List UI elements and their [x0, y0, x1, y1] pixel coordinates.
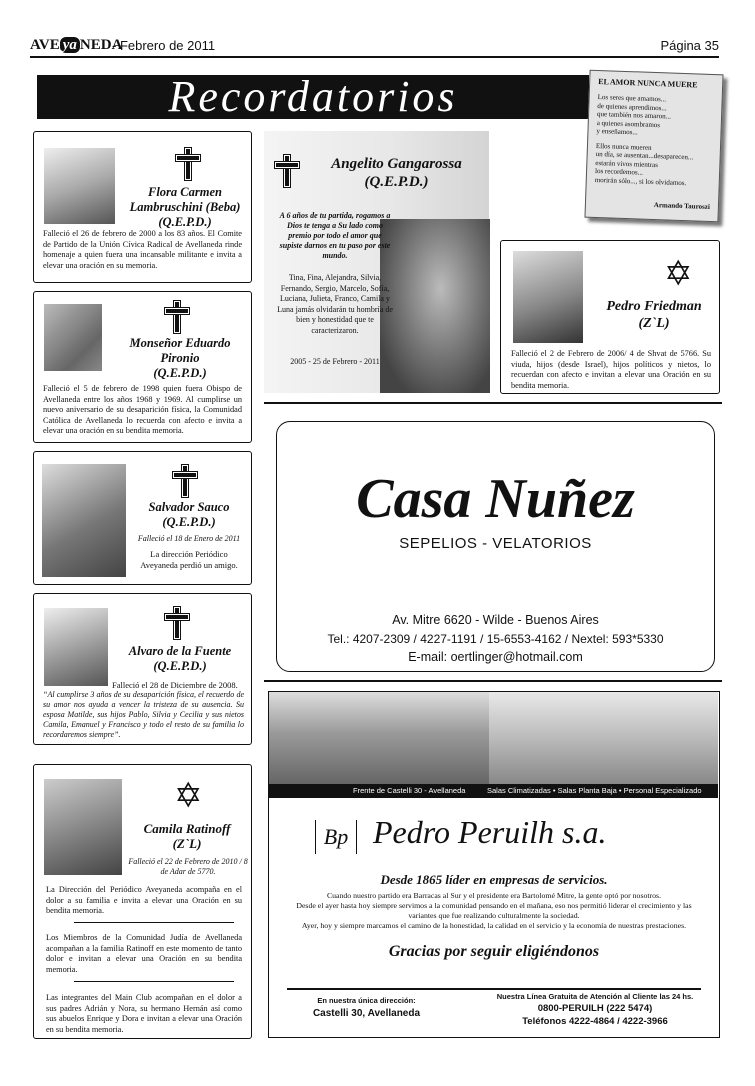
notice-text: “Al cumplirse 3 años de su desaparición física, el recuerdo de su amor nos ayuda a vencer la tristeza de su ausencia. Su esposa Matilde, sus hijos Pablo, Silvia y Cecilia y sus nietos Camila, Emanuel y Francisco y todo el resto de su familia lo recordaremos siempre”.: [43, 690, 244, 739]
notice-date: Falleció el 22 de Febrero de 2010 / 8 de Adar de 5770.: [128, 857, 248, 876]
company-history: Cuando nuestro partido era Barracas al Sur y el presidente era Bartolomé Mitre, la gente optó por nosotros. Desde el ayer hasta hoy siempre servimos a la comunidad pensando en el mañana, eso nos permitió liderar el crecimiento y las variantes que fue realizando culturalmente la sociedad. Ayer, hoy y siempre marcamos el camino de la honestidad, la calidad en el servicio y la economía de nuestras prestaciones.: [296, 891, 692, 930]
notice-sauco: [33, 451, 252, 585]
section-banner: [37, 72, 589, 121]
company-monogram: Bp: [315, 820, 357, 854]
company-tagline: Desde 1865 líder en empresas de servicios.: [380, 872, 608, 887]
portrait-flora: [44, 148, 115, 224]
notice-flora: [33, 131, 252, 283]
portrait-angelito: [380, 219, 490, 393]
notice-dates: 2005 - 25 de Febrero - 2011: [290, 357, 380, 366]
caption-right: Salas Climatizadas • Salas Planta Baja • Personal Especializado: [487, 786, 702, 795]
notice-name: Alvaro de la Fuente (Q.E.P.D.): [128, 644, 232, 673]
portrait-camila: [44, 779, 122, 875]
notice-alvaro: [33, 593, 252, 745]
notice-date: Falleció el 18 de Enero de 2011: [137, 534, 241, 543]
ad-subtitle: SEPELIOS - VELATORIOS: [399, 535, 592, 552]
company-name: Pedro Peruilh s.a.: [373, 814, 607, 850]
notice-text: Falleció el 26 de febrero de 2000 a los 83 años. El Comite de Partido de la Unión Cívica Radical de Avellaneda rinde homenaje a quien fuera una incansable militante e invita a elevar una oración en su memoria.: [43, 229, 242, 270]
notice-angelito: [264, 131, 489, 393]
freeline-label: Nuestra Línea Gratuita de Atención al Cliente las 24 hs.: [496, 992, 694, 1001]
issue-date: - Febrero de 2011: [112, 38, 216, 53]
divider: [74, 922, 234, 923]
cross-icon: [276, 156, 298, 186]
poem-card: [584, 70, 723, 223]
cross-icon: [166, 302, 188, 332]
ad-title: Casa Nuñez: [356, 468, 635, 530]
notice-text: Falleció el 5 de febrero de 1998 quien fuera Obispo de Avellaneda entre los años 1968 y 1969. Al cumplirse un nuevo aniversario de su desaparición física, la Comunidad Católica de Avellaneda lo recuerda con afecto e invita a elevar una oración en su bendita memoria.: [43, 384, 242, 435]
poem-title: EL AMOR NUNCA MUERE: [598, 77, 698, 90]
address-value: Castelli 30, Avellaneda: [312, 1008, 421, 1019]
column-rule: [264, 680, 722, 682]
portrait-alvaro: [44, 608, 108, 686]
notice-text: La dirección Periódico Aveyaneda perdió un amigo.: [140, 549, 238, 570]
portrait-friedman: [513, 251, 583, 343]
cross-icon: [174, 466, 196, 496]
portrait-pironio: [44, 304, 102, 371]
caption-left: Frente de Castelli 30 - Avellaneda: [353, 786, 466, 795]
notice-friedman: [500, 240, 720, 394]
address-label: En nuestra única dirección:: [317, 996, 416, 1005]
star-of-david-icon: ✡: [174, 776, 203, 816]
cross-icon: [166, 608, 188, 638]
notice-name: Pedro Friedman (Z`L): [606, 299, 702, 331]
notice-name: Camila Ratinoff (Z`L): [143, 821, 231, 851]
notice-paragraph-1: La Dirección del Periódico Aveyaneda acompaña en el dolor a su familia e invita a elevar una Oración en su bendita memoria.: [46, 885, 242, 915]
ad-email: E-mail: oertlinger@hotmail.com: [408, 650, 583, 664]
company-phones: Teléfonos 4222-4864 / 4222-3966: [522, 1016, 668, 1027]
notice-date: Falleció el 28 de Diciembre de 2008.: [112, 680, 238, 690]
divider: [287, 988, 701, 990]
column-rule: [264, 402, 722, 404]
thanks-line: Gracias por seguir eligiéndonos: [388, 943, 600, 960]
divider: [74, 981, 234, 982]
notice-pironio: [33, 291, 252, 443]
star-of-david-icon: ✡: [664, 254, 693, 294]
caption-bar: [269, 784, 718, 798]
notice-paragraph-2: Los Miembros de la Comunidad Judía de Avellaneda acompañan a la familia Ratinoff en este momento de tanto dolor e invitan a elevar una Oración en su bendita memoria.: [46, 933, 242, 974]
notice-name: Flora Carmen Lambruschini (Beba) (Q.E.P.D.): [129, 185, 241, 229]
notice-quote: A 6 años de tu partida, rogamos a Dios te tenga a Su lado como premio por todo el amor que supiste darnos en tu paso por este mundo.: [279, 211, 391, 260]
notice-name: Salvador Sauco (Q.E.P.D.): [148, 500, 230, 529]
ad-peruilh: [268, 691, 720, 1038]
section-title: Recordatorios: [168, 72, 458, 121]
newspaper-logo: AVE ya NEDA: [30, 37, 123, 53]
notice-family: Tina, Fina, Alejandra, Silvia, Fernando, Sergio, Marcelo, Sofía, Luciana, Julieta, Franco, Camila y Luna jamás olvidarán tu hombría de bien y honestidad que te caracterizaron.: [277, 273, 393, 335]
notice-name: Angelito Gangarossa (Q.E.P.D.): [331, 156, 462, 190]
notice-paragraph-3: Las integrantes del Main Club acompañan en el dolor a sus padres Adrián y Nora, su hermano Hernán así como sus abuelos Enrique y Dora e invitan a elevar una Oración en su bendita memoria.: [46, 993, 242, 1034]
poem-text: Los seres que amamos... de quienes aprendimos... que también nos amaron... a quienes asombramos y enseñamos... Ellos nunca mueren un día, se ausentan...desaparecen... estarán vivos mientras los recordemos... morirán sólo..., si los olvidamos.: [594, 93, 694, 187]
header-rule: [30, 56, 719, 58]
portrait-sauco: [42, 464, 126, 577]
freeline-number: 0800-PERUILH (222 5474): [537, 1003, 653, 1014]
poem-author: Armando Tauroszi: [653, 201, 711, 211]
notice-text: Falleció el 2 de Febrero de 2006/ 4 de Shvat de 5766. Su viuda, hijos (desde Israel), hijos políticos y nietos, lo recuerdan con afecto e invitan a elevar una Oración en su bendita memoria.: [511, 349, 711, 390]
notice-name: Monseñor Eduardo Pironio (Q.E.P.D.): [129, 336, 231, 380]
ad-casa-nunez: [276, 421, 715, 672]
building-photo: [269, 692, 489, 784]
notice-camila: [33, 764, 252, 1039]
cross-icon: [177, 149, 199, 179]
ad-address: Av. Mitre 6620 - Wilde - Buenos Aires: [392, 613, 599, 627]
hall-photo: [489, 692, 718, 784]
page-number: Página 35: [660, 38, 719, 53]
ad-phones: Tel.: 4207-2309 / 4227-1191 / 15-6553-4162 / Nextel: 593*5330: [327, 632, 664, 646]
